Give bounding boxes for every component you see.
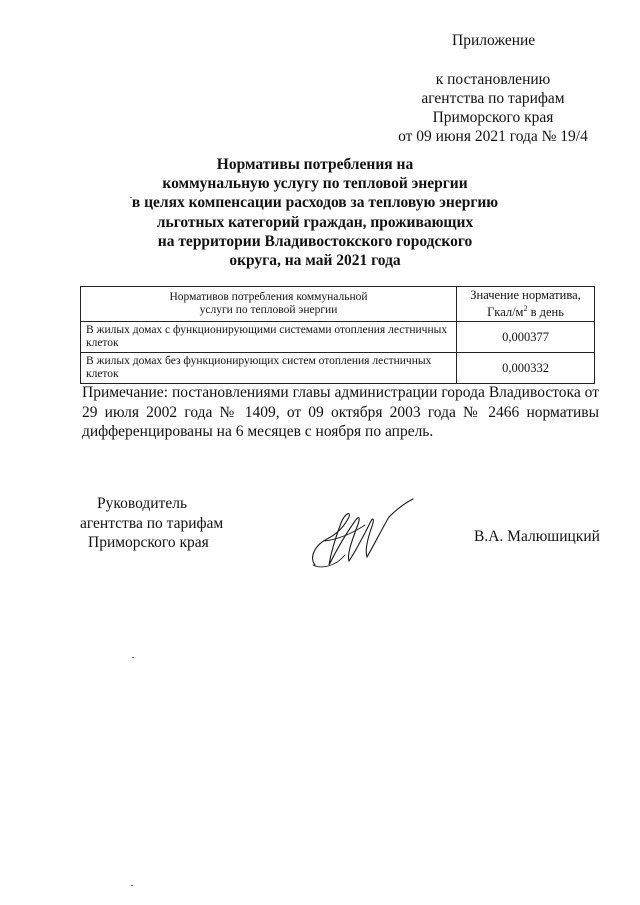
signer-line-2: агентства по тарифам	[80, 514, 224, 532]
appendix-title: Приложение	[452, 32, 536, 49]
title-line: коммунальную услугу по тепловой энергии	[162, 175, 468, 193]
header-col-norm-value	[457, 287, 595, 322]
unit-text: Гкал/м	[487, 305, 524, 320]
header-col-norm-name	[81, 287, 457, 322]
title-line: в целях компенсации расходов за тепловую энергию	[131, 194, 499, 212]
unit-superscript: 2	[523, 304, 528, 313]
title-line: на территории Владивостокского городского	[157, 232, 473, 250]
scan-speck	[132, 657, 134, 658]
signer-line-1: Руководитель	[97, 495, 188, 512]
norms-table	[80, 286, 595, 384]
appendix-line-1: к постановлению	[435, 71, 551, 88]
signer-line-3: Приморского края	[88, 534, 209, 551]
table-row	[81, 322, 595, 353]
signer-title	[80, 494, 223, 553]
row-value: 0,000377	[457, 322, 595, 353]
row-description: В жилых домах с функционирующими системами отопления лестничных клеток	[81, 322, 457, 353]
row-value: 0,000332	[457, 353, 595, 384]
table-row	[81, 353, 595, 384]
signer-name: В.А. Малюшицкий	[474, 528, 600, 545]
handwritten-signature	[305, 495, 415, 580]
document-title	[90, 155, 540, 270]
appendix-reference	[388, 70, 598, 146]
title-line: льготных категорий граждан, проживающих	[156, 213, 474, 231]
appendix-line-3: Приморского края	[432, 109, 554, 126]
header-col2-line1: Значение норматива,	[470, 288, 581, 302]
unit-suffix: в день	[527, 305, 564, 320]
header-col1-line2: услуги по тепловой энергии	[199, 304, 338, 317]
header-col2-line2	[462, 302, 589, 319]
scan-speck	[130, 197, 132, 198]
appendix-line-2: агентства по тарифам	[421, 90, 565, 107]
table-header-row	[81, 287, 595, 322]
note-paragraph: Примечание: постановлениями главы администрации города Владивостока от 29 июля 2002 года № 1409, от 09 октября 2003 года № 2466 нормативы дифференцированы на 6 месяцев с ноября по апрель.	[82, 384, 599, 440]
header-col1-line1: Нормативов потребления коммунальной	[169, 291, 368, 304]
appendix-line-4: от 09 июня 2021 года № 19/4	[398, 128, 588, 145]
title-line: округа, на май 2021 года	[229, 252, 401, 270]
row-description: В жилых домах без функционирующих систем отопления лестничных клеток	[81, 353, 457, 384]
scan-speck	[131, 885, 133, 886]
title-line: Нормативы потребления на	[216, 156, 414, 173]
